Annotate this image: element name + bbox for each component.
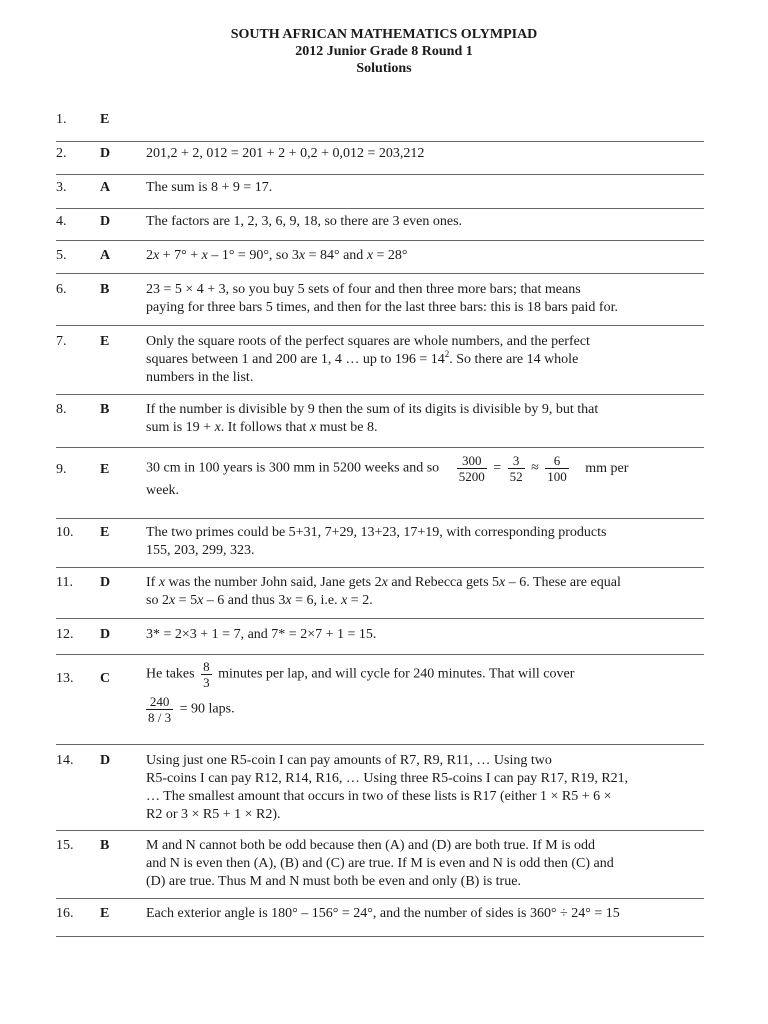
solution-line: Using just one R5-coin I can pay amounts of R7, R9, R11, … Using two	[146, 753, 552, 768]
solution-line: squares between 1 and 200 are 1, 4 … up to $196 = 14^2$. So there are 14 whole	[146, 349, 579, 367]
solution-line: $\frac{240}{8 / 3}$ = 90 laps.	[148, 694, 235, 725]
solution-line: If the number is divisible by 9 then the sum of its digits is divisible by 9, but that	[146, 402, 599, 417]
row-divider	[56, 273, 704, 274]
answer-letter: E	[100, 462, 110, 477]
solution-text	[146, 401, 706, 437]
question-number: 3.	[56, 180, 67, 195]
answer-letter: B	[100, 838, 110, 853]
solution-line: paying for three bars 5 times, and then for the last three bars: this is 18 bars paid for.	[146, 300, 618, 315]
row-divider	[56, 654, 704, 655]
answer-letter: C	[100, 671, 111, 686]
solution-text	[146, 626, 706, 644]
solution-text	[146, 281, 706, 317]
solution-line: so 2x = 5x – 6 and thus 3x = 6, i.e. x = 2.	[146, 593, 373, 608]
answer-letter: E	[100, 112, 110, 127]
row-divider	[56, 240, 704, 241]
row-divider	[56, 898, 704, 899]
question-number: 15.	[56, 838, 74, 853]
solution-line: 201,2 + 2, 012 = 201 + 2 + 0,2 + 0,012 = 203,212	[146, 146, 425, 161]
solution-line: 155, 203, 299, 323.	[146, 543, 255, 558]
answer-letter: D	[100, 146, 111, 161]
row-divider	[56, 174, 704, 175]
row-divider	[56, 567, 704, 568]
row-divider	[56, 744, 704, 745]
row-divider	[56, 518, 704, 519]
solution-line: Each exterior angle is 180° – 156° = 24°, and the number of sides is 360° ÷ 24° = 15	[146, 906, 620, 921]
row-divider	[56, 830, 704, 831]
solution-text	[146, 524, 706, 560]
answer-letter: E	[100, 906, 110, 921]
question-number: 10.	[56, 525, 74, 540]
solution-text	[146, 574, 706, 610]
row-divider	[56, 447, 704, 448]
solution-line: week.	[146, 483, 180, 498]
row-divider	[56, 618, 704, 619]
page-header	[0, 26, 768, 77]
solution-line: The sum is 8 + 9 = 17.	[146, 180, 273, 195]
fraction: $\frac{240}{8 / 3}$	[148, 694, 172, 725]
solution-line: R5-coins I can pay R12, R14, R16, … Using three R5-coins I can pay R17, R19, R21,	[146, 771, 629, 786]
solution-text	[146, 453, 706, 500]
answer-letter: A	[100, 180, 111, 195]
solution-line: … The smallest amount that occurs in two of these lists is R17 (either 1 × R5 + 6 ×	[146, 789, 612, 804]
solution-text	[146, 247, 706, 265]
solution-line: 23 = 5 × 4 + 3, so you buy 5 sets of four and then three more bars; that means	[146, 282, 581, 297]
question-number: 11.	[56, 575, 73, 590]
solution-text	[146, 333, 706, 387]
solution-line: The factors are 1, 2, 3, 6, 9, 18, so there are 3 even ones.	[146, 214, 463, 229]
solution-line: The two primes could be 5+31, 7+29, 13+23, 17+19, with corresponding products	[146, 525, 607, 540]
fraction: $\frac{3}{52}$	[509, 453, 523, 484]
solution-text	[146, 837, 706, 891]
answer-letter: A	[100, 248, 111, 263]
question-number: 1.	[56, 112, 67, 127]
answer-letter: B	[100, 402, 110, 417]
solution-text	[146, 213, 706, 231]
row-divider	[56, 208, 704, 209]
row-divider	[56, 325, 704, 326]
fraction: $\frac{8}{3}$	[203, 659, 210, 690]
row-divider	[56, 394, 704, 395]
solution-line: numbers in the list.	[146, 370, 254, 385]
row-divider	[56, 936, 704, 937]
answer-letter: E	[100, 334, 110, 349]
solution-line: (D) are true. Thus M and N must both be even and only (B) is true.	[146, 874, 521, 889]
solution-line: If x was the number John said, Jane gets 2x and Rebecca gets 5x – 6. These are equal	[146, 575, 621, 590]
answer-letter: B	[100, 282, 110, 297]
question-number: 12.	[56, 627, 74, 642]
row-divider	[56, 141, 704, 142]
answer-letter: D	[100, 627, 111, 642]
solution-line: and N is even then (A), (B) and (C) are true. If M is even and N is odd then (C) and	[146, 856, 614, 871]
fraction: $\frac{6}{100}$	[547, 453, 567, 484]
question-number: 6.	[56, 282, 67, 297]
solution-text	[146, 179, 706, 197]
question-number: 9.	[56, 462, 67, 477]
solution-text	[146, 145, 706, 163]
solution-line: M and N cannot both be odd because then (A) and (D) are both true. If M is odd	[146, 838, 596, 853]
question-number: 8.	[56, 402, 67, 417]
question-number: 14.	[56, 753, 74, 768]
document-section: Solutions	[356, 61, 412, 76]
answer-letter: E	[100, 525, 110, 540]
solution-line: 30 cm in 100 years is 300 mm in 5200 weeks and so $\frac{300}{5200}$ = $\frac{3}{52}$ ≈ $\frac{6}{100}$ mm per	[146, 453, 629, 484]
document-title: SOUTH AFRICAN MATHEMATICS OLYMPIAD	[230, 27, 538, 42]
answer-letter: D	[100, 575, 111, 590]
answer-letter: D	[100, 753, 111, 768]
question-number: 4.	[56, 214, 67, 229]
solution-line: R2 or 3 × R5 + 1 × R2).	[146, 807, 281, 822]
solution-line: Only the square roots of the perfect squares are whole numbers, and the perfect	[146, 334, 590, 349]
solution-text	[146, 752, 706, 824]
solution-text	[146, 659, 706, 725]
question-number: 2.	[56, 146, 67, 161]
question-number: 16.	[56, 906, 74, 921]
solution-line: sum is 19 + x. It follows that x must be 8.	[146, 420, 378, 435]
solution-line: 3* = 2×3 + 1 = 7, and 7* = 2×7 + 1 = 15.	[146, 627, 377, 642]
solution-line: 2x + 7° + x – 1° = 90°, so 3x = 84° and x = 28°	[146, 248, 408, 263]
document-subtitle: 2012 Junior Grade 8 Round 1	[295, 44, 473, 59]
question-number: 13.	[56, 671, 74, 686]
question-number: 7.	[56, 334, 67, 349]
fraction: $\frac{300}{5200}$	[458, 453, 485, 484]
solution-line: He takes $\frac{8}{3}$ minutes per lap, and will cycle for 240 minutes. That will cover	[146, 659, 575, 690]
question-number: 5.	[56, 248, 67, 263]
solution-text	[146, 905, 706, 923]
answer-letter: D	[100, 214, 111, 229]
